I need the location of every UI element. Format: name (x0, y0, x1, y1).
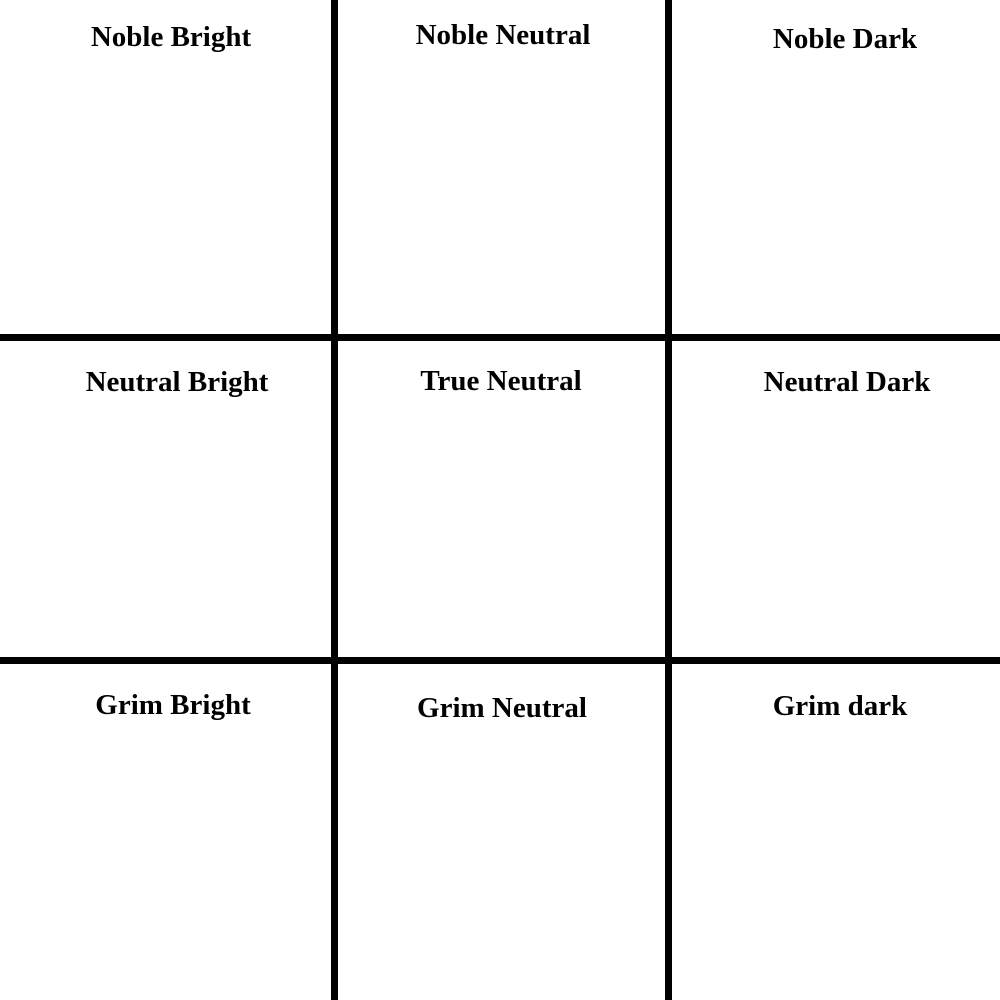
vertical-divider-right (665, 0, 672, 1000)
cell-label-true-neutral: True Neutral (420, 365, 582, 397)
horizontal-divider-top (0, 334, 1000, 341)
cell-label-noble-bright: Noble Bright (90, 21, 252, 53)
cell-label-neutral-bright: Neutral Bright (85, 366, 269, 398)
horizontal-divider-bottom (0, 657, 1000, 664)
cell-label-noble-dark: Noble Dark (772, 23, 918, 55)
cell-label-grim-dark: Grim dark (772, 690, 908, 722)
vertical-divider-left (331, 0, 338, 1000)
cell-label-neutral-dark: Neutral Dark (763, 366, 931, 398)
cell-label-grim-bright: Grim Bright (95, 689, 251, 721)
cell-label-grim-neutral: Grim Neutral (417, 692, 587, 724)
cell-label-noble-neutral: Noble Neutral (415, 19, 591, 51)
